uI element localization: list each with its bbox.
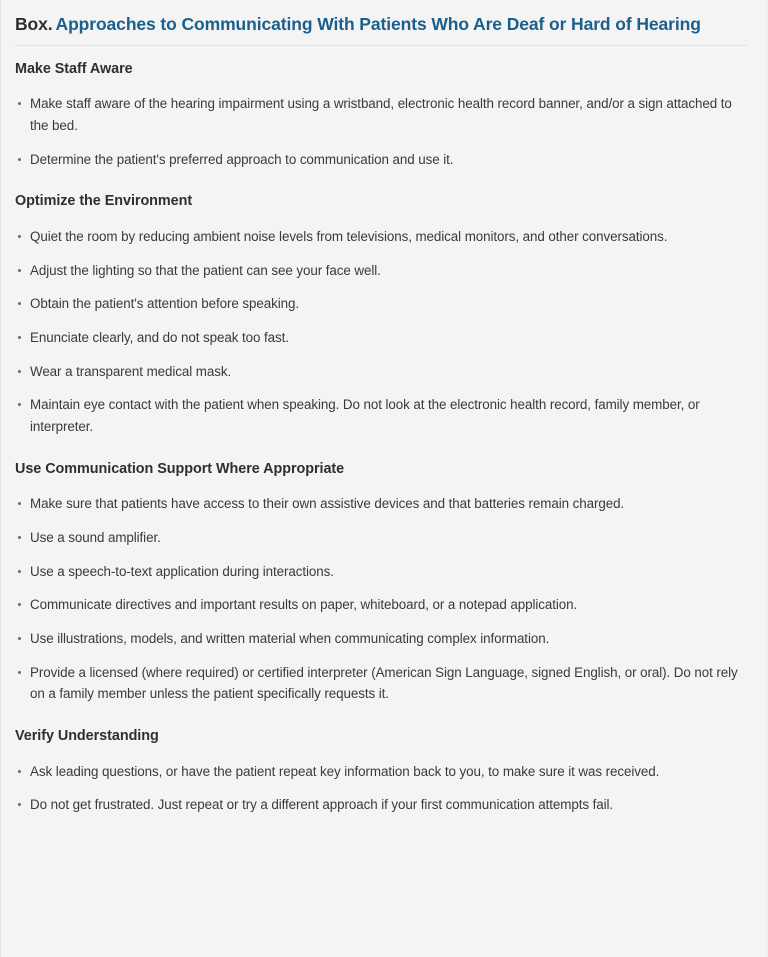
list-item [30, 220, 745, 254]
list-item [30, 555, 745, 589]
list-item [30, 788, 745, 822]
list-item-text: Communicate directives and important results on paper, whiteboard, or a notepad application. [30, 597, 578, 613]
bullet-dot-icon [18, 302, 21, 305]
list-item-text: Provide a licensed (where required) or certified interpreter (American Sign Language, signed English, or oral). Do not rely on a family member unless the patient specifically requests it. [30, 664, 738, 702]
bullet-dot-icon [18, 269, 21, 272]
list-item [30, 287, 745, 321]
bullet-list [1, 487, 767, 711]
list-item-text: Use a speech-to-text application during interactions. [30, 563, 334, 579]
bullet-dot-icon [18, 336, 21, 339]
box-section [1, 192, 767, 443]
list-item-text: Use illustrations, models, and written material when communicating complex information. [30, 631, 550, 647]
title-divider [15, 45, 747, 46]
list-item [30, 87, 745, 142]
list-item-text: Make staff aware of the hearing impairment using a wristband, electronic health record banner, and/or a sign attached to the bed. [30, 96, 732, 134]
box-sections [1, 60, 767, 822]
section-heading: Optimize the Environment [15, 193, 193, 210]
list-item [30, 521, 745, 555]
bullet-list [1, 220, 767, 444]
bullet-dot-icon [18, 536, 21, 539]
list-item [30, 143, 745, 177]
box-label: Box. [15, 14, 53, 34]
list-item [30, 355, 745, 389]
list-item-text: Maintain eye contact with the patient when speaking. Do not look at the electronic health record, family member, or interpreter. [30, 397, 700, 435]
list-item-text: Make sure that patients have access to their own assistive devices and that batteries remain charged. [30, 496, 625, 512]
section-heading: Make Staff Aware [15, 60, 133, 77]
list-item [30, 588, 745, 622]
section-heading: Use Communication Support Where Appropriate [15, 460, 345, 477]
bullet-list [1, 755, 767, 822]
list-item-text: Adjust the lighting so that the patient can see your face well. [30, 262, 381, 278]
bullet-dot-icon [18, 803, 21, 806]
list-item [30, 254, 745, 288]
bullet-dot-icon [18, 158, 21, 161]
bullet-dot-icon [18, 502, 21, 505]
bullet-dot-icon [18, 102, 21, 105]
list-item-text: Determine the patient's preferred approach to communication and use it. [30, 151, 454, 167]
bullet-dot-icon [18, 403, 21, 406]
list-item-text: Wear a transparent medical mask. [30, 363, 232, 379]
bullet-dot-icon [18, 235, 21, 238]
bullet-dot-icon [18, 603, 21, 606]
bullet-list [1, 87, 767, 176]
list-item-text: Use a sound amplifier. [30, 529, 161, 545]
list-item [30, 388, 745, 443]
list-item [30, 755, 745, 789]
bullet-dot-icon [18, 370, 21, 373]
bullet-dot-icon [18, 637, 21, 640]
list-item [30, 622, 745, 656]
bullet-dot-icon [18, 671, 21, 674]
list-item-text: Quiet the room by reducing ambient noise levels from televisions, medical monitors, and other conversations. [30, 228, 668, 244]
list-item [30, 487, 745, 521]
box-section [1, 60, 767, 177]
list-item-text: Ask leading questions, or have the patient repeat key information back to you, to make sure it was received. [30, 763, 660, 779]
box-title [1, 0, 767, 36]
section-heading: Verify Understanding [15, 728, 159, 745]
list-item-text: Obtain the patient's attention before speaking. [30, 296, 300, 312]
list-item-text: Enunciate clearly, and do not speak too fast. [30, 329, 289, 345]
list-item [30, 321, 745, 355]
box-headline: Approaches to Communicating With Patients Who Are Deaf or Hard of Hearing [55, 14, 701, 34]
bullet-dot-icon [18, 770, 21, 773]
list-item-text: Do not get frustrated. Just repeat or try a different approach if your first communication attempts fail. [30, 797, 614, 813]
box-section [1, 460, 767, 711]
box-section [1, 727, 767, 822]
list-item [30, 656, 745, 711]
bullet-dot-icon [18, 570, 21, 573]
